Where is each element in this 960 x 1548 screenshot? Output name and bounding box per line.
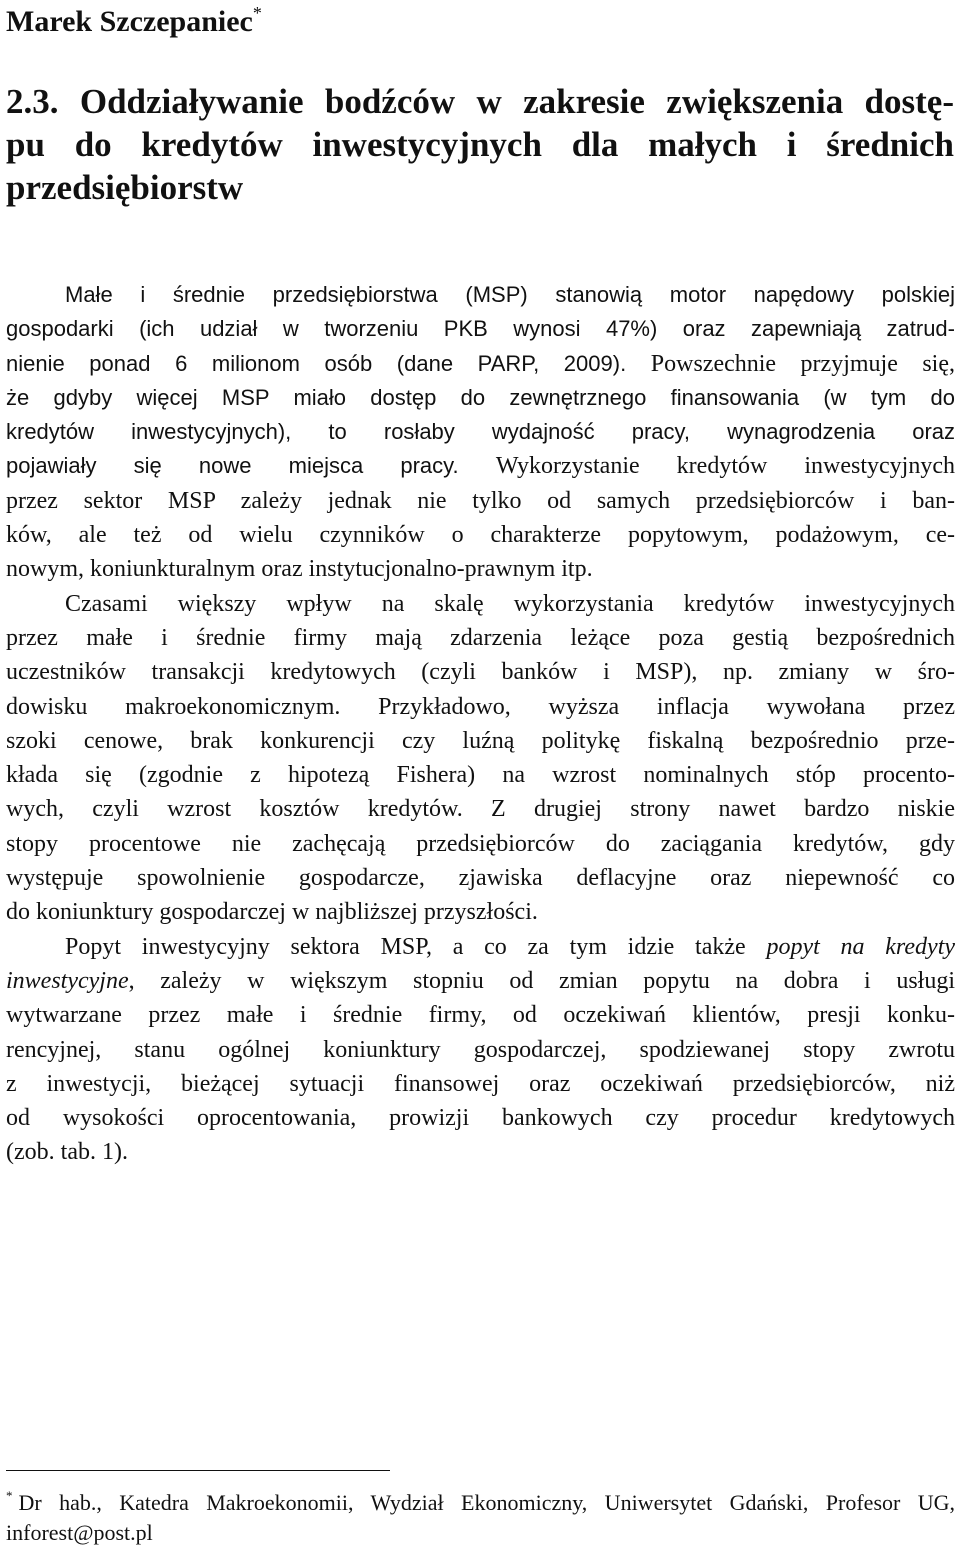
paragraph-line: przez sektor MSP zależy jednak nie tylko od samych przedsiębiorców i ban- (6, 487, 955, 514)
body-text (6, 278, 955, 1170)
paragraph-line (6, 347, 955, 381)
paragraph-segment: Popyt inwestycyjny sektora MSP, a co za tym idzie także (65, 933, 767, 960)
paragraph-line (6, 964, 955, 998)
paragraph-line: ków, ale też od wielu czynników o charakterze popytowym, podażowym, ce- (6, 522, 955, 549)
section-heading-line: 2.3. Oddziaływanie bodźców w zakresie zwiększenia dostę- (6, 82, 954, 121)
paragraph-line: z inwestycji, bieżącej sytuacji finansowej oraz oczekiwań przedsiębiorców, niż (6, 1070, 955, 1097)
footnote-line (6, 1488, 955, 1518)
paragraph-line: rencyjnej, stanu ogólnej koniunktury gospodarczej, spodziewanej stopy zwrotu (6, 1036, 955, 1063)
section-heading-line: pu do kredytów inwestycyjnych dla małych i średnich (6, 125, 954, 164)
paragraph-segment: , zależy w większym stopniu od zmian popytu na dobra i usługi (128, 967, 955, 994)
paragraph-line: wytwarzane przez małe i średnie firmy, od oczekiwań klientów, presji konku- (6, 1002, 955, 1029)
paragraph-line: stopy procentowe nie zachęcają przedsiębiorców do zaciągania kredytów, gdy (6, 830, 955, 857)
footnote-marker: * (6, 1488, 13, 1503)
paragraph-line: kredytów inwestycyjnych), to rosłaby wydajność pracy, wynagrodzenia oraz (6, 419, 955, 445)
paragraph-segment: nienie ponad 6 milionom osób (dane PARP, 2009). (6, 350, 651, 376)
section-heading-line: przedsiębiorstw (6, 168, 244, 207)
paragraph-line: do koniunktury gospodarczej w najbliższej przyszłości. (6, 899, 538, 926)
paragraph-segment: pojawiały się nowe miejsca pracy. (6, 453, 496, 479)
author-name (6, 2, 262, 42)
section-heading (6, 80, 954, 209)
footnote (6, 1488, 955, 1548)
paragraph-line: wych, czyli wzrost kosztów kredytów. Z drugiej strony nawet bardzo niskie (6, 796, 955, 823)
paragraph-line: uczestników transakcji kredytowych (czyli banków i MSP), np. zmiany w śro- (6, 659, 955, 686)
footnote-affiliation: Dr hab., Katedra Makroekonomii, Wydział Ekonomiczny, Uniwersytet Gdański, Profesor UG, (18, 1490, 955, 1515)
paragraph-line (6, 449, 955, 483)
paragraph-line: występuje spowolnienie gospodarcze, zjawiska deflacyjne oraz niepewność co (6, 865, 955, 892)
table-reference[interactable]: (zob. tab. 1). (6, 1139, 128, 1166)
paragraph-line: przez małe i średnie firmy mają zdarzenia leżące poza gestią bezpośrednich (6, 624, 955, 651)
paragraph-line: od wysokości oprocentowania, prowizji bankowych czy procedur kredytowych (6, 1105, 955, 1132)
emphasis-text: inwestycyjne (6, 967, 129, 994)
paragraph-segment: Wykorzystanie kredytów inwestycyjnych (495, 453, 955, 480)
author-name-text: Marek Szczepaniec (6, 5, 253, 38)
paragraph-line: dowisku makroekonomicznym. Przykładowo, wyższa inflacja wywołana przez (6, 693, 955, 720)
author-footnote-marker[interactable]: * (252, 3, 262, 23)
paragraph-line: gospodarki (ich udział w tworzeniu PKB wynosi 47%) oraz zapewniają zatrud- (6, 316, 955, 342)
footnote-separator (6, 1470, 390, 1471)
paragraph-segment: Powszechnie przyjmuje się, (650, 350, 955, 377)
paragraph-line: kłada się (zgodnie z hipotezą Fishera) na wzrost nominalnych stóp procento- (6, 762, 955, 789)
paragraph-line: szoki cenowe, brak konkurencji czy luźną politykę fiskalną bezpośrednio prze- (6, 727, 955, 754)
paragraph-line: że gdyby więcej MSP miało dostęp do zewnętrznego finansowania (w tym do (6, 384, 955, 410)
paragraph-line: nowym, koniunkturalnym oraz instytucjonalno-prawnym itp. (6, 556, 593, 583)
paragraph-line: Czasami większy wpływ na skalę wykorzystania kredytów inwestycyjnych (65, 590, 955, 617)
paragraph-line (6, 930, 955, 964)
paragraph-line: Małe i średnie przedsiębiorstwa (MSP) stanowią motor napędowy polskiej (65, 282, 955, 307)
footnote-email[interactable]: inforest@post.pl (6, 1520, 153, 1545)
emphasis-text: popyt na kredyty (766, 933, 956, 960)
